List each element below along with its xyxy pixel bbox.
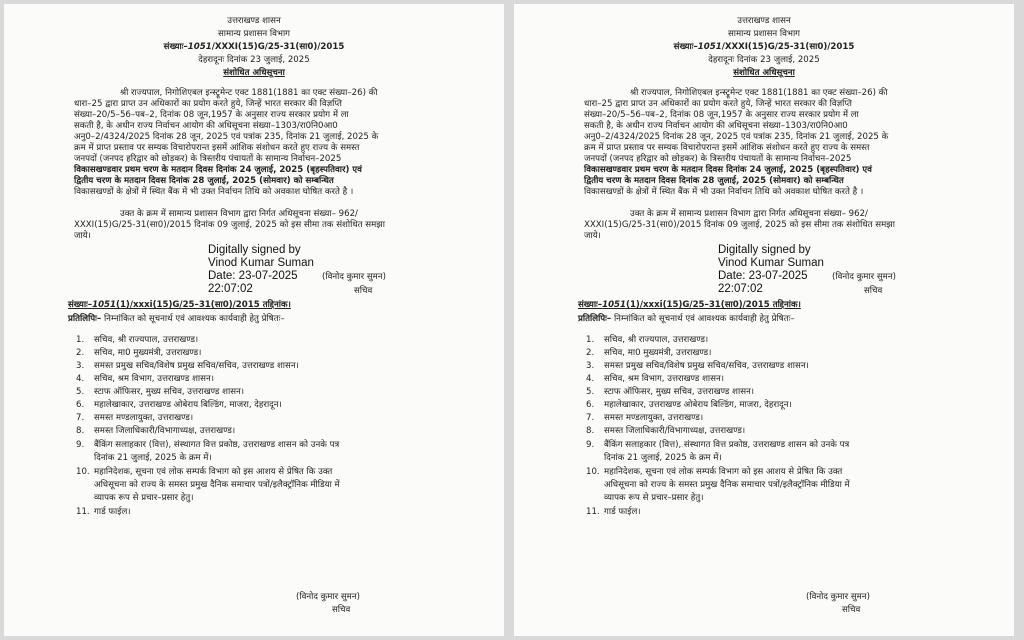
list-item-number: 8. (76, 426, 85, 436)
body-line-bold: द्वितीय चरण के मतदान दिवस दिनांक 28 जुलाई, 2025 (सोमवार) को सम्बन्धित (584, 176, 844, 186)
list-item-text: व्यापक रूप से प्रचार–प्रसार हेतु। (604, 493, 704, 503)
signatory-designation: सचिव (864, 286, 883, 296)
body-line-bold: विकासखण्डवार प्रथम चरण के मतदान दिवस दिनांक 24 जुलाई, 2025 (बृहस्पतिवार) एवं (74, 165, 362, 175)
list-item-text: गार्ड फाईल। (604, 507, 641, 517)
list-item-text: बैंकिंग सलाहकार (वित्त), संस्थागत वित्त प्रकोष्ठ, उत्तराखण्ड शासन को उनके पत्र (604, 440, 850, 450)
list-item (76, 453, 212, 464)
list-item-text: अधिसूचना को राज्य के समस्त प्रमुख दैनिक समाचार पत्रों/इलैक्ट्रॉनिक मीडिया में (94, 480, 340, 490)
document-title: संशोधित अधिसूचना (733, 68, 795, 78)
copy-intro: प्रतिलिपिः– निम्नांकित को सूचनार्थ एवं आवश्यक कार्यवाही हेतु प्रेषितः– (578, 314, 795, 324)
body-line: सकती है, के अधीन राज्य निर्वाचन आयोग की अधिसूचना संख्या–1303/रा0नि0आ0 (74, 121, 338, 131)
body-line: उक्त के क्रम में सामान्य प्रशासन विभाग द्वारा निर्गत अधिसूचना संख्या– 962/ (630, 209, 868, 219)
list-item (76, 400, 282, 411)
list-item-number: 6. (76, 400, 85, 410)
list-item-text: स्टाफ ऑफिसर, मुख्य सचिव, उत्तराखण्ड शासन। (604, 387, 755, 397)
list-item-text: सचिव, मा0 मुख्यमंत्री, उत्तराखण्ड। (604, 348, 712, 358)
list-item-number: 4. (76, 374, 85, 384)
body-line: धारा–25 द्वारा प्राप्त उन अधिकारों का प्रयोग करते हुये, जिन्हें भारत सरकार की विज्ञप्ति (584, 99, 852, 109)
document-title: संशोधित अधिसूचना (223, 68, 285, 78)
list-item-text: गार्ड फाईल। (94, 507, 131, 517)
list-item-text: सचिव, मा0 मुख्यमंत्री, उत्तराखण्ड। (94, 348, 202, 358)
list-item (586, 387, 754, 398)
list-item-number: 7. (76, 413, 85, 423)
list-item-number: 1. (586, 335, 595, 345)
list-item-text: दिनांक 21 जुलाई, 2025 के क्रम में। (94, 453, 212, 463)
list-item-number: 6. (586, 400, 595, 410)
list-item-text: महानिदेशक, सूचना एवं लोक सम्पर्क विभाग को इस आशय से प्रेषित कि उक्त (94, 467, 333, 477)
department-name: सामान्य प्रशासन विभाग (217, 29, 291, 39)
body-line: जनपदों (जनपद हरिद्वार को छोड़कर) के त्रिस्तरीय पंचायतों के सामान्य निर्वाचन–2025 (74, 154, 342, 164)
body-line: जाये। (74, 231, 91, 241)
list-item (76, 507, 131, 518)
copy-reference-number: संख्याः–1051(1)/xxxi(15)G/25–31(सा0)/2015 तद्दिनांक। (578, 300, 801, 310)
body-line: क्रम में प्राप्त प्रस्ताव पर सम्यक विचारोपरान्त इसमें आंशिक संशोधन करते हुए राज्य के समस्त (74, 143, 360, 153)
list-item-number: 11. (586, 507, 600, 517)
body-line: संख्या–20/5–56–पब–2, दिनांक 08 जून,1957 के अनुसार राज्य सरकार प्रयोग में ला (584, 110, 859, 120)
list-item-text: समस्त प्रमुख सचिव/विशेष प्रमुख सचिव/सचिव, उत्तराखण्ड शासन। (94, 361, 299, 371)
list-item-text: महालेखाकार, उत्तराखण्ड ओबेराय बिल्डिंग, माजरा, देहरादून। (94, 400, 282, 410)
issue-date: देहरादूनः दिनांक 23 जुलाई, 2025 (198, 55, 310, 65)
list-item (586, 374, 724, 385)
document-page-right (514, 4, 1014, 636)
reference-number: संख्याः–1051/XXXI(15)G/25-31(सा0)/2015 (673, 42, 855, 52)
list-item-text: सचिव, श्री राज्यपाल, उत्तराखण्ड। (604, 335, 709, 345)
list-item-number: 11. (76, 507, 90, 517)
list-item-text: समस्त मण्डलायुक्त, उत्तराखण्ड। (604, 413, 704, 423)
signatory-designation: सचिव (332, 605, 351, 615)
digital-signature-line: 22:07:02 (718, 283, 763, 295)
list-item-text: सचिव, श्रम विभाग, उत्तराखण्ड शासन। (604, 374, 724, 384)
digital-signature-line: Date: 23-07-2025 (718, 270, 808, 282)
list-item-number: 3. (76, 361, 85, 371)
body-line: जनपदों (जनपद हरिद्वार को छोड़कर) के त्रिस्तरीय पंचायतों के सामान्य निर्वाचन–2025 (584, 154, 852, 164)
signatory-name: (विनोद कुमार सुमन) (806, 592, 870, 602)
body-line: जाये। (584, 231, 601, 241)
digital-signature-line: Digitally signed by (718, 244, 811, 256)
body-line: धारा–25 द्वारा प्राप्त उन अधिकारों का प्रयोग करते हुये, जिन्हें भारत सरकार की विज्ञप्ति (74, 99, 342, 109)
body-line: श्री राज्यपाल, निगोशिएबल इन्स्ट्रूमेन्ट एक्ट 1881(1881 का एक्ट संख्या–26) की (120, 88, 378, 98)
list-item (586, 426, 745, 437)
reference-number: संख्याः–1051/XXXI(15)G/25-31(सा0)/2015 (163, 42, 345, 52)
list-item-number: 5. (586, 387, 595, 397)
list-item (586, 335, 708, 346)
department-name: सामान्य प्रशासन विभाग (727, 29, 801, 39)
list-item-number: 2. (76, 348, 85, 358)
list-item (586, 413, 703, 424)
signatory-name: (विनोद कुमार सुमन) (322, 272, 386, 282)
body-line: उक्त के क्रम में सामान्य प्रशासन विभाग द्वारा निर्गत अधिसूचना संख्या– 962/ (120, 209, 358, 219)
list-item-text: अधिसूचना को राज्य के समस्त प्रमुख दैनिक समाचार पत्रों/इलैक्ट्रॉनिक मीडिया में (604, 480, 850, 490)
list-item-number: 5. (76, 387, 85, 397)
list-item (76, 387, 244, 398)
list-item-text: व्यापक रूप से प्रचार–प्रसार हेतु। (94, 493, 194, 503)
digital-signature-line: Vinod Kumar Suman (718, 257, 824, 269)
list-item (586, 400, 792, 411)
list-item-text: समस्त जिलाधिकारी/विभागाध्यक्ष, उत्तराखण्ड। (94, 426, 236, 436)
body-line: अनु0–2/4324/2025 दिनांक 28 जून, 2025 एवं पत्रांक 235, दिनांक 21 जुलाई, 2025 के (584, 132, 889, 142)
list-item-number: 9. (586, 440, 595, 450)
list-item (76, 440, 339, 451)
list-item-number: 7. (586, 413, 595, 423)
body-line: विकासखण्डों के क्षेत्रों में स्थित बैंक में भी उक्त निर्वाचन तिथि को अवकाश घोषित करते है । (584, 187, 864, 197)
list-item-number: 9. (76, 440, 85, 450)
body-line: XXXI(15)G/25-31(सा0)/2015 दिनांक 09 जुलाई, 2025 को इस सीमा तक संशोधित समझा (584, 220, 895, 230)
body-line: विकासखण्डों के क्षेत्रों में स्थित बैंक में भी उक्त निर्वाचन तिथि को अवकाश घोषित करते है । (74, 187, 354, 197)
signatory-name: (विनोद कुमार सुमन) (296, 592, 360, 602)
list-item (76, 467, 332, 478)
digital-signature-line: Vinod Kumar Suman (208, 257, 314, 269)
body-line-bold: द्वितीय चरण के मतदान दिवस दिनांक 28 जुलाई, 2025 (सोमवार) को सम्बन्धित (74, 176, 334, 186)
body-line: संख्या–20/5–56–पब–2, दिनांक 08 जून,1957 के अनुसार राज्य सरकार प्रयोग में ला (74, 110, 349, 120)
list-item-text: स्टाफ ऑफिसर, मुख्य सचिव, उत्तराखण्ड शासन। (94, 387, 245, 397)
body-line: क्रम में प्राप्त प्रस्ताव पर सम्यक विचारोपरान्त इसमें आंशिक संशोधन करते हुए राज्य के समस्त (584, 143, 870, 153)
list-item (586, 480, 850, 491)
digital-signature-line: 22:07:02 (208, 283, 253, 295)
list-item-text: महालेखाकार, उत्तराखण्ड ओबेराय बिल्डिंग, माजरा, देहरादून। (604, 400, 792, 410)
list-item-text: समस्त प्रमुख सचिव/विशेष प्रमुख सचिव/सचिव, उत्तराखण्ड शासन। (604, 361, 809, 371)
list-item (76, 374, 214, 385)
list-item-number: 10. (76, 467, 90, 477)
digital-signature-line: Digitally signed by (208, 244, 301, 256)
list-item-text: दिनांक 21 जुलाई, 2025 के क्रम में। (604, 453, 722, 463)
list-item (586, 453, 722, 464)
list-item-number: 4. (586, 374, 595, 384)
list-item (586, 361, 809, 372)
government-heading: उत्तराखण्ड शासन (227, 16, 281, 26)
body-line: XXXI(15)G/25-31(सा0)/2015 दिनांक 09 जुलाई, 2025 को इस सीमा तक संशोधित समझा (74, 220, 385, 230)
list-item (76, 480, 340, 491)
list-item (586, 467, 842, 478)
list-item-number: 10. (586, 467, 600, 477)
list-item (76, 493, 193, 504)
list-item (586, 440, 849, 451)
list-item (76, 413, 193, 424)
document-page-left (4, 4, 504, 636)
list-item (586, 348, 711, 359)
list-item (586, 493, 703, 504)
signatory-designation: सचिव (842, 605, 861, 615)
list-item (76, 348, 201, 359)
government-heading: उत्तराखण्ड शासन (737, 16, 791, 26)
issue-date: देहरादूनः दिनांक 23 जुलाई, 2025 (708, 55, 820, 65)
signatory-name: (विनोद कुमार सुमन) (832, 272, 896, 282)
list-item (586, 507, 641, 518)
list-item-number: 1. (76, 335, 85, 345)
list-item-number: 8. (586, 426, 595, 436)
list-item-number: 3. (586, 361, 595, 371)
list-item-text: समस्त मण्डलायुक्त, उत्तराखण्ड। (94, 413, 194, 423)
signatory-designation: सचिव (354, 286, 373, 296)
body-line: सकती है, के अधीन राज्य निर्वाचन आयोग की अधिसूचना संख्या–1303/रा0नि0आ0 (584, 121, 848, 131)
body-line-bold: विकासखण्डवार प्रथम चरण के मतदान दिवस दिनांक 24 जुलाई, 2025 (बृहस्पतिवार) एवं (584, 165, 872, 175)
body-line: श्री राज्यपाल, निगोशिएबल इन्स्ट्रूमेन्ट एक्ट 1881(1881 का एक्ट संख्या–26) की (630, 88, 888, 98)
copy-intro: प्रतिलिपिः– निम्नांकित को सूचनार्थ एवं आवश्यक कार्यवाही हेतु प्रेषितः– (68, 314, 285, 324)
list-item-text: सचिव, श्री राज्यपाल, उत्तराखण्ड। (94, 335, 199, 345)
list-item-text: बैंकिंग सलाहकार (वित्त), संस्थागत वित्त प्रकोष्ठ, उत्तराखण्ड शासन को उनके पत्र (94, 440, 340, 450)
list-item-text: महानिदेशक, सूचना एवं लोक सम्पर्क विभाग को इस आशय से प्रेषित कि उक्त (604, 467, 843, 477)
list-item (76, 335, 198, 346)
list-item (76, 361, 299, 372)
copy-reference-number: संख्याः–1051(1)/xxxi(15)G/25–31(सा0)/2015 तद्दिनांक। (68, 300, 291, 310)
digital-signature-line: Date: 23-07-2025 (208, 270, 298, 282)
body-line: अनु0–2/4324/2025 दिनांक 28 जून, 2025 एवं पत्रांक 235, दिनांक 21 जुलाई, 2025 के (74, 132, 379, 142)
list-item-text: सचिव, श्रम विभाग, उत्तराखण्ड शासन। (94, 374, 214, 384)
list-item-number: 2. (586, 348, 595, 358)
list-item (76, 426, 235, 437)
list-item-text: समस्त जिलाधिकारी/विभागाध्यक्ष, उत्तराखण्ड। (604, 426, 746, 436)
